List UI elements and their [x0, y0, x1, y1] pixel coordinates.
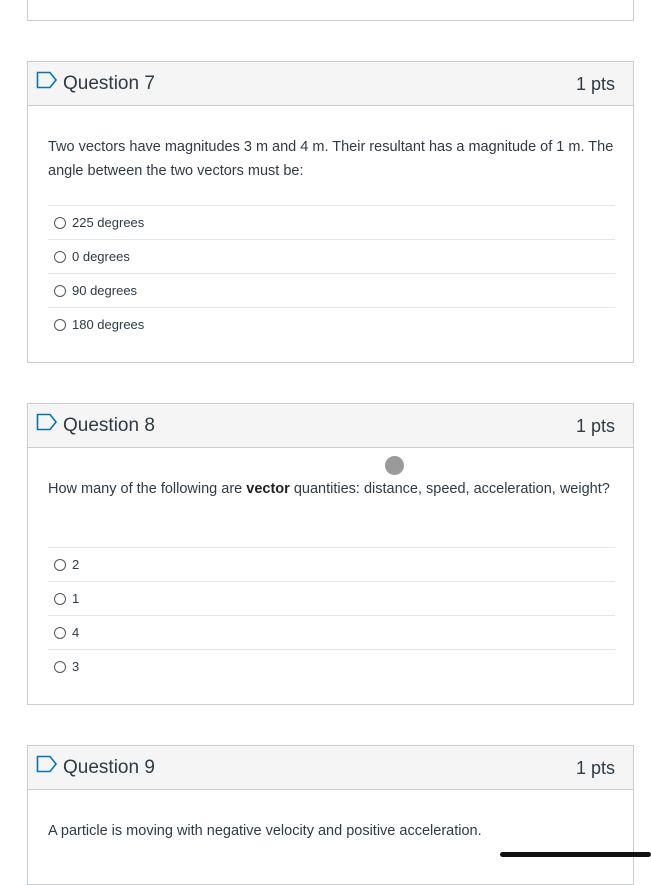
radio-button-icon[interactable]: [54, 319, 66, 331]
radio-button-icon[interactable]: [54, 627, 66, 639]
answer-label: 1: [72, 591, 80, 606]
flag-question-icon[interactable]: [36, 755, 58, 773]
question-title: Question 8: [63, 415, 155, 436]
answer-option[interactable]: [48, 205, 615, 239]
home-indicator-bar[interactable]: [500, 852, 651, 857]
answer-label: 4: [72, 625, 80, 640]
answer-option[interactable]: [48, 239, 615, 273]
question-header: [28, 404, 633, 448]
question-text-part: How many of the following are: [48, 481, 247, 497]
flag-question-icon[interactable]: [36, 71, 58, 89]
radio-button-icon[interactable]: [54, 559, 66, 571]
answer-label: 2: [72, 557, 80, 572]
touch-cursor-indicator: [385, 456, 404, 475]
answer-label: 3: [72, 659, 80, 674]
question-text: Two vectors have magnitudes 3 m and 4 m. Their resultant has a magnitude of 1 m. The angle between the two vectors must be:: [48, 139, 614, 179]
radio-button-icon[interactable]: [54, 661, 66, 673]
question-title: Question 9: [63, 757, 155, 778]
question-title: Question 7: [63, 73, 155, 94]
question-text-part: quantities: distance, speed, acceleration, weight?: [289, 481, 610, 497]
answer-label: 90 degrees: [72, 283, 138, 298]
answer-label: 180 degrees: [72, 317, 145, 332]
answer-option[interactable]: [48, 581, 615, 615]
question-card-7: [27, 61, 634, 363]
question-points: 1 pts: [575, 74, 615, 94]
question-card-8: [27, 403, 634, 705]
question-card-9: [27, 745, 634, 885]
question-text: A particle is moving with negative velocity and positive acceleration.: [48, 823, 482, 839]
question-text: [48, 477, 615, 501]
answer-list: [48, 547, 615, 683]
previous-question-card: [27, 0, 634, 21]
radio-button-icon[interactable]: [54, 593, 66, 605]
flag-question-icon[interactable]: [36, 413, 58, 431]
answer-option[interactable]: [48, 649, 615, 683]
radio-button-icon[interactable]: [54, 217, 66, 229]
question-header: [28, 746, 633, 790]
answer-list: [48, 205, 615, 341]
answer-option[interactable]: [48, 615, 615, 649]
radio-button-icon[interactable]: [54, 285, 66, 297]
question-points: 1 pts: [575, 758, 615, 778]
answer-label: 0 degrees: [72, 249, 130, 264]
answer-option[interactable]: [48, 273, 615, 307]
answer-option[interactable]: [48, 307, 615, 341]
answer-label: 225 degrees: [72, 215, 145, 230]
question-points: 1 pts: [575, 416, 615, 436]
answer-option[interactable]: [48, 547, 615, 581]
question-header: [28, 62, 633, 106]
radio-button-icon[interactable]: [54, 251, 66, 263]
question-text-bold: vector: [246, 481, 290, 497]
